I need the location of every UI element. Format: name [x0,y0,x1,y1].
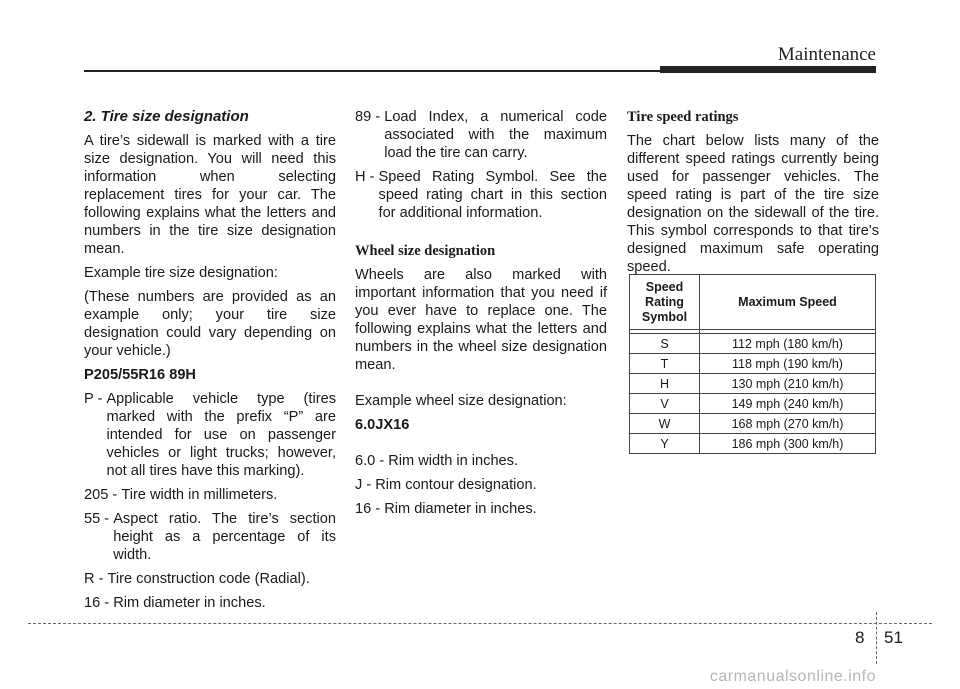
tire-example-label: Example tire size designation: [84,265,278,281]
tire-code-text: Load Index, a numerical code associated with the maximum load the tire can carry. [384,109,607,161]
speed-rating-table [629,274,876,454]
tire-code-text: Applicable vehicle type (tires marked with the prefix “P” are intended for use on passenger vehicles or light trucks; however, not all tires have this marking). [106,391,336,479]
tire-code-item [355,168,607,222]
max-speed-cell: 112 mph (180 km/h) [700,334,876,354]
page-number-divider [876,612,877,664]
column-speed-ratings [627,108,879,282]
tire-code-item [84,594,336,612]
tire-code-text: Tire width in millimeters. [121,487,278,503]
table-row [630,354,876,374]
wheel-code-item: J - Rim contour designation. [355,477,537,493]
wheel-size-intro: Wheels are also marked with important information that you need if you ever have to replace one. The following explains what the letters and numbers in the wheel size designation mean. [355,267,607,373]
table-row [630,334,876,354]
watermark: carmanualsonline.info [709,668,876,685]
speed-symbol-cell: V [630,394,700,414]
wheel-code-item: 16 - Rim diameter in inches. [355,501,537,517]
tire-code-item [84,390,336,480]
tire-code-item [84,510,336,564]
tire-code-text: Rim diameter in inches. [113,595,266,611]
tire-code-item [355,108,607,162]
tire-example-code: P205/55R16 89H [84,367,196,383]
tire-example-note: (These numbers are provided as an example only; your tire size designation could vary depending on your vehicle.) [84,289,336,359]
max-speed-cell: 149 mph (240 km/h) [700,394,876,414]
max-speed-cell: 118 mph (190 km/h) [700,354,876,374]
header-line: Symbol [641,309,688,324]
tire-code-key: 205 - [84,487,122,503]
footer-rule [28,623,932,624]
page-number: 51 [884,628,903,647]
speed-symbol-cell: S [630,334,700,354]
tire-code-key: R - [84,571,108,587]
header-speed-rating-symbol [630,275,700,330]
tire-code-item [84,570,336,588]
table-row [630,434,876,454]
speed-ratings-heading: Tire speed ratings [627,109,739,125]
tire-code-key: H - [355,169,379,185]
wheel-code-item: 6.0 - Rim width in inches. [355,453,519,469]
max-speed-cell: 186 mph (300 km/h) [700,434,876,454]
section-title: Maintenance [777,44,876,65]
header-maximum-speed: Maximum Speed [700,275,876,330]
header-rule [84,70,660,72]
header-line: Rating [645,294,684,309]
max-speed-cell: 130 mph (210 km/h) [700,374,876,394]
speed-ratings-intro: The chart below lists many of the different speed ratings currently being used for passenger vehicles. The speed rating is part of the tire size designation on the sidewall of the tire. This symbol corresponds to that tire's designed maximum safe operating speed. [627,133,879,275]
header-line: Speed [645,279,684,294]
tire-code-key: 55 - [84,511,114,527]
table-header-row [630,275,876,330]
table-row [630,394,876,414]
chapter-number: 8 [855,628,865,647]
tire-code-item [84,486,336,504]
tire-code-key: 16 - [84,595,114,611]
speed-symbol-cell: W [630,414,700,434]
tire-code-key: 89 - [355,109,385,125]
tire-code-text: Aspect ratio. The tire’s section height as a percentage of its width. [113,511,336,563]
table-row [630,414,876,434]
column-tire-size [84,108,336,618]
wheel-example-label: Example wheel size designation: [355,393,567,409]
max-speed-cell: 168 mph (270 km/h) [700,414,876,434]
header-rule-accent [660,66,876,73]
tire-code-text: Tire construction code (Radial). [107,571,310,587]
column-wheel-size [355,108,607,524]
speed-symbol-cell: T [630,354,700,374]
wheel-size-heading: Wheel size designation [355,243,496,259]
wheel-example-code: 6.0JX16 [355,417,410,433]
table-row [630,374,876,394]
tire-code-text: Speed Rating Symbol. See the speed rating chart in this section for additional information. [378,169,607,221]
tire-size-intro: A tire’s sidewall is marked with a tire size designation. You will need this information when selecting replacement tires for your car. The following explains what the letters and numbers in the tire size designation mean. [84,133,336,257]
tire-code-key: P - [84,391,107,407]
tire-size-heading: 2. Tire size designation [84,108,249,125]
speed-symbol-cell: H [630,374,700,394]
speed-symbol-cell: Y [630,434,700,454]
